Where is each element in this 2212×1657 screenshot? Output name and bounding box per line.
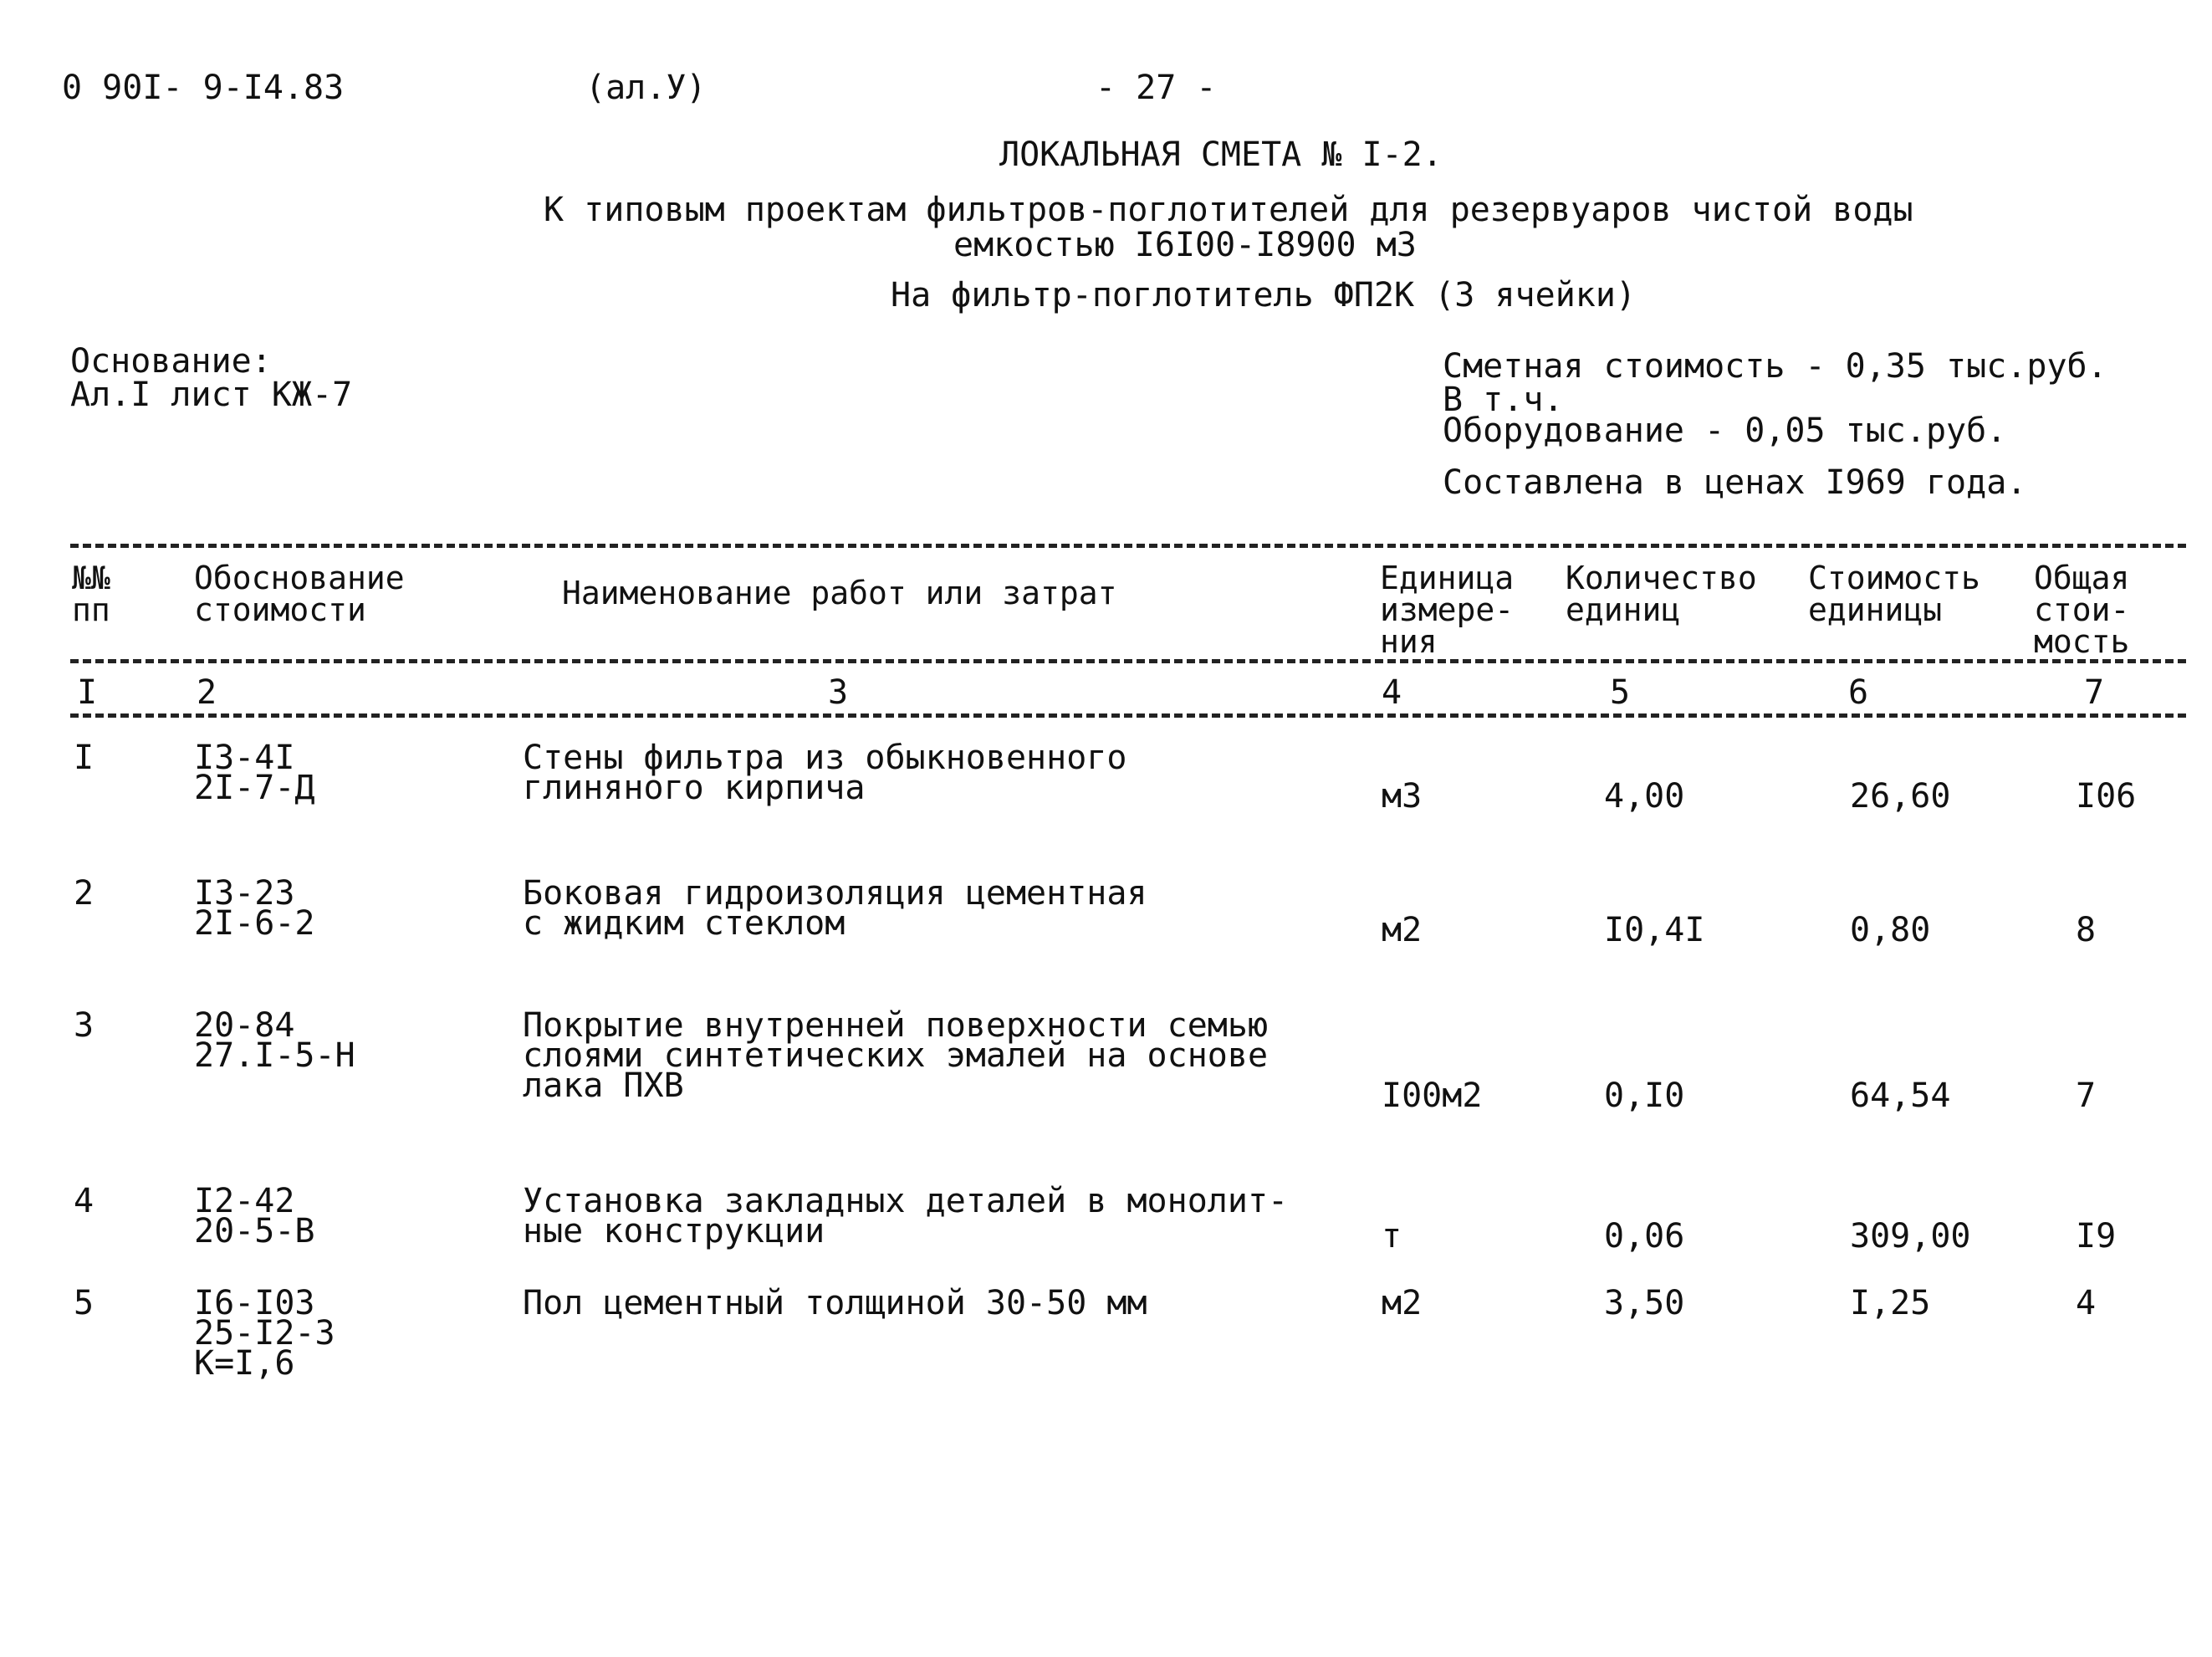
table-header-rule bbox=[70, 659, 2186, 663]
row-unit: I00м2 bbox=[1382, 1077, 1483, 1115]
row-total: I9 bbox=[2076, 1217, 2117, 1256]
including-label: В т.ч. bbox=[1443, 381, 1564, 419]
page-number: - 27 - bbox=[1096, 69, 1217, 107]
col-header-quantity: Количество единиц bbox=[1566, 560, 1757, 628]
row-unit-price: I,25 bbox=[1850, 1284, 1931, 1322]
col-header-basis: Обоснование стоимости bbox=[194, 560, 405, 628]
basis-label: Основание: bbox=[70, 342, 272, 381]
row-number: 5 bbox=[74, 1284, 95, 1322]
row-basis: 20-84 27.I-5-Н bbox=[194, 1006, 355, 1075]
row-number: 3 bbox=[74, 1006, 95, 1045]
table-top-rule bbox=[70, 544, 2186, 548]
col-number-6: 6 bbox=[1848, 673, 1869, 712]
col-number-1: I bbox=[77, 673, 98, 712]
row-work-name: Пол цементный толщиной 30-50 мм bbox=[523, 1284, 1147, 1322]
row-work-name: Боковая гидроизоляция цементная с жидким стеклом bbox=[523, 874, 1147, 943]
estimate-subtitle: К типовым проектам фильтров-поглотителей для резервуаров чистой воды bbox=[544, 191, 1913, 229]
row-unit-price: 64,54 bbox=[1850, 1077, 1951, 1115]
row-unit-price: 26,60 bbox=[1850, 777, 1951, 816]
row-total: 4 bbox=[2076, 1284, 2097, 1322]
row-basis: I6-I03 25-I2-3 К=I,6 bbox=[194, 1284, 335, 1383]
row-unit: м2 bbox=[1382, 1284, 1423, 1322]
row-quantity: 4,00 bbox=[1604, 777, 1685, 816]
col-header-total: Общая стои- мость bbox=[2034, 560, 2130, 660]
row-quantity: 0,06 bbox=[1604, 1217, 1685, 1256]
row-total: 8 bbox=[2076, 911, 2097, 949]
row-unit: м2 bbox=[1382, 911, 1423, 949]
row-unit-price: 309,00 bbox=[1850, 1217, 1971, 1256]
row-work-name: Стены фильтра из обыкновенного глиняного кирпича bbox=[523, 739, 1127, 807]
row-unit: м3 bbox=[1382, 777, 1423, 816]
row-unit: т bbox=[1382, 1217, 1402, 1256]
col-number-2: 2 bbox=[197, 673, 217, 712]
estimate-title: ЛОКАЛЬНАЯ СМЕТА № I-2. bbox=[999, 136, 1443, 174]
table-column-number-rule bbox=[70, 713, 2186, 718]
col-number-7: 7 bbox=[2084, 673, 2105, 712]
row-total: 7 bbox=[2076, 1077, 2097, 1115]
price-level-note: Составлена в ценах I969 года. bbox=[1443, 463, 2027, 502]
row-work-name: Покрытие внутренней поверхности семью слоями синтетических эмалей на основе лака ПХВ bbox=[523, 1006, 1269, 1105]
estimated-cost: Сметная стоимость - 0,35 тыс.руб. bbox=[1443, 347, 2107, 386]
row-basis: I2-42 20-5-В bbox=[194, 1182, 315, 1250]
col-header-number: №№ пп bbox=[72, 560, 110, 628]
row-total: I06 bbox=[2076, 777, 2137, 816]
row-work-name: Установка закладных деталей в монолит- ные конструкции bbox=[523, 1182, 1289, 1250]
row-basis: I3-23 2I-6-2 bbox=[194, 874, 315, 943]
equipment-cost: Оборудование - 0,05 тыс.руб. bbox=[1443, 412, 2007, 450]
row-number: 4 bbox=[74, 1182, 95, 1220]
estimate-object: На фильтр-поглотитель ФП2К (3 ячейки) bbox=[891, 276, 1637, 315]
estimate-capacity: емкостью I6I00-I8900 м3 bbox=[953, 226, 1417, 264]
document-code: 0 90I- 9-I4.83 bbox=[62, 69, 345, 107]
row-number: I bbox=[74, 739, 95, 777]
col-header-unit: Единица измере- ния bbox=[1380, 560, 1515, 660]
row-basis: I3-4I 2I-7-Д bbox=[194, 739, 315, 807]
row-unit-price: 0,80 bbox=[1850, 911, 1931, 949]
row-quantity: 0,I0 bbox=[1604, 1077, 1685, 1115]
row-quantity: I0,4I bbox=[1604, 911, 1705, 949]
col-header-unit-price: Стоимость единицы bbox=[1808, 560, 1980, 628]
col-header-name: Наименование работ или затрат bbox=[562, 575, 1117, 611]
row-quantity: 3,50 bbox=[1604, 1284, 1685, 1322]
col-number-5: 5 bbox=[1610, 673, 1631, 712]
row-number: 2 bbox=[74, 874, 95, 913]
basis-value: Ал.I лист КЖ-7 bbox=[70, 376, 353, 414]
col-number-3: 3 bbox=[828, 673, 849, 712]
album-ref: (ал.У) bbox=[585, 69, 707, 107]
col-number-4: 4 bbox=[1382, 673, 1402, 712]
